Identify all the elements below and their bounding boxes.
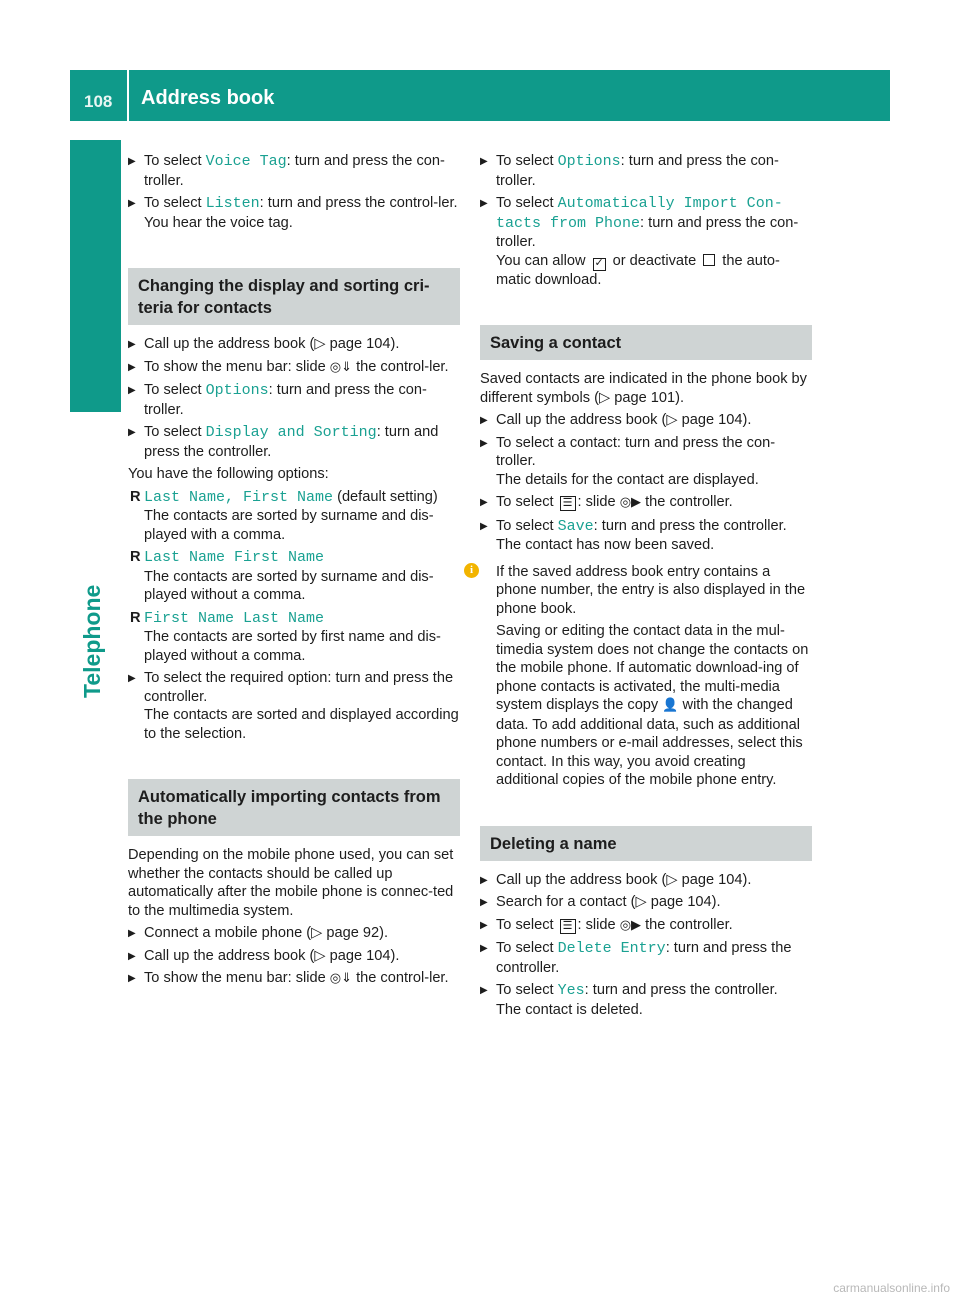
option: R Last Name First Name The contacts are sorted by surname and dis-played without a comma. [130,549,434,603]
right-column [469,152,812,1023]
checkbox-empty-icon [703,254,715,266]
arrow-icon [128,423,136,443]
arrow-icon [128,669,136,689]
option-term: Last Name, First Name [144,488,334,506]
arrow-icon [480,939,488,959]
arrow-icon [480,434,488,454]
arrow-icon [128,194,136,214]
menu-bar-icon: ☰ [560,919,576,934]
menu-term: Voice Tag [205,153,287,170]
bullet-icon: R [130,488,141,505]
page-number: 108 [84,92,113,111]
controller-slide-down-icon: ◎⇓ [329,971,353,986]
menu-term: Save [557,517,594,535]
bullet-icon: R [130,609,141,626]
step: ▶ Call up the address book (▷ page 104). [480,871,812,890]
step: ▶ To select a contact: turn and press the con-troller. The details for the contact are displayed. [480,434,812,490]
option: R First Name Last Name The contacts are sorted by first name and dis-played without a comma. [130,609,441,664]
step: ▶ To select ☰ : slide ◎▶ the controller. [480,916,812,936]
step: ▶ To select Delete Entry: turn and press the controller. [480,939,812,977]
arrow-icon [480,981,488,1001]
person-copy-icon: 👤 [662,698,679,713]
controller-slide-down-icon: ◎⇓ [329,359,353,375]
menu-term: Listen [205,195,260,212]
info-note [469,563,812,790]
step: ▶ Call up the address book (▷ page 104). [480,411,812,430]
option-term: First Name Last Name [144,609,325,627]
arrow-icon [480,411,488,431]
note-text: Saving or editing the contact data in the mul-timedia system does not change the contacts on the mobile phone. If automatic download-ing of phone contacts is activated, the multi-media system displays the copy 👤 with the changed data. To add additional data, such as additional phone numbers or e-mail addresses, select this contact. In this way, you avoid creating additional copies of the mobile phone entry. [496,623,809,788]
step: ▶ To select Save: turn and press the controller. The contact has now been saved. [480,517,812,555]
section-heading: Deleting a name [480,826,812,861]
step: ▶ To select the required option: turn and press the controller. The contacts are sorted and displayed according to the selection. [128,669,460,743]
paragraph: Saved contacts are indicated in the phone book by different symbols (▷ page 101). [480,371,807,406]
arrow-icon [480,871,488,891]
option: R Last Name, First Name (default setting) The contacts are sorted by surname and dis-played with a comma. [130,488,438,543]
menu-term: Display and Sorting [205,424,377,441]
arrow-icon [128,335,136,355]
menu-term: Yes [557,982,585,999]
page-title: Address book [141,87,275,109]
step: ▶ To select Listen: turn and press the control-ler. You hear the voice tag. [128,194,460,232]
menu-term: Automatically Import Con-tacts from Phone [496,195,783,232]
page-header [70,70,890,121]
arrow-icon [128,381,136,401]
note-text: If the saved address book entry contains a phone number, the entry is also displayed in the phone book. [496,563,806,617]
step: ▶ Connect a mobile phone (▷ page 92). [128,924,460,943]
option-term: Last Name First Name [144,549,325,566]
left-column [128,152,460,993]
arrow-icon [480,517,488,537]
info-icon: i [464,563,479,578]
section-heading: Automatically importing contacts from the phone [128,779,460,836]
watermark: carmanualsonline.info [833,1280,950,1295]
controller-slide-right-icon: ◎▶ [619,495,642,510]
chapter-tab [70,140,121,412]
arrow-icon [480,194,488,214]
step: ▶ To select Voice Tag: turn and press the con-troller. [128,152,460,190]
step: ▶ To select Options: turn and press the con-troller. [480,152,812,190]
chapter-label [79,548,115,698]
step: ▶ To show the menu bar: slide ◎⇓ the control-ler. [128,969,460,989]
step: ▶ To select ☰ : slide ◎▶ the controller. [480,493,812,513]
bullet-icon: R [130,549,141,565]
step: ▶ To select Display and Sorting: turn and press the controller. [128,423,460,461]
arrow-icon [480,916,488,936]
menu-term: Delete Entry [557,940,666,957]
step: ▶ To select Yes: turn and press the controller. The contact is deleted. [480,981,812,1019]
step: ▶ Call up the address book (▷ page 104). [128,335,460,354]
section-heading: Saving a contact [480,325,812,360]
chapter-label-text: Telephone [79,584,105,698]
arrow-icon [128,358,136,378]
checkbox-checked-icon: ✓ [594,256,604,269]
section-heading: Changing the display and sorting cri-teria for contacts [128,268,460,325]
controller-slide-right-icon: ◎▶ [619,917,642,933]
arrow-icon [480,893,488,913]
step: ▶ To select Automatically Import Con-tacts from Phone: turn and press the con-troller. You can allow ✓ or deactivate the auto-matic download. [480,194,812,289]
arrow-icon [128,924,136,944]
step: ▶ To show the menu bar: slide ◎⇓ the control-ler. [128,358,460,378]
step: ▶ Call up the address book (▷ page 104). [128,947,460,966]
step: ▶ To select Options: turn and press the con-troller. [128,381,460,419]
menu-term: Options [205,382,269,399]
arrow-icon [128,947,136,967]
paragraph: You have the following options: [128,466,329,482]
menu-term: Options [557,153,621,170]
header-divider [127,70,129,121]
menu-bar-icon: ☰ [560,496,576,511]
arrow-icon [128,152,136,172]
arrow-icon [480,493,488,513]
arrow-icon [128,969,136,989]
step: ▶ Search for a contact (▷ page 104). [480,893,812,912]
paragraph: Depending on the mobile phone used, you can set whether the contacts should be called up automatically after the mobile phone is connec-ted to the multimedia system. [128,847,454,919]
arrow-icon [480,152,488,172]
